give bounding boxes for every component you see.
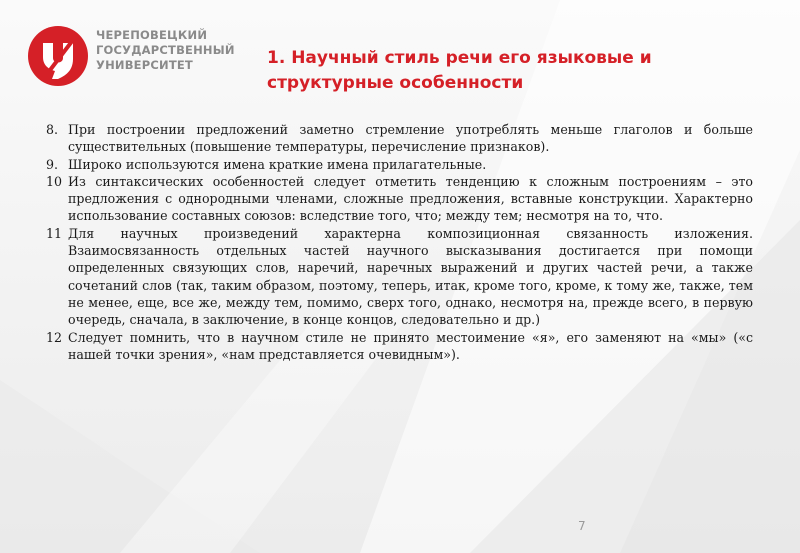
- list-item: [46, 156, 753, 173]
- university-name-line-1: ЧЕРЕПОВЕЦКИЙ: [96, 28, 208, 42]
- list-item-number: 11: [46, 225, 63, 241]
- list-item-number: 8.: [46, 122, 59, 137]
- list-item: [46, 173, 753, 225]
- university-name-line-3: УНИВЕРСИТЕТ: [96, 58, 193, 72]
- page-number: 7: [578, 519, 586, 533]
- list-item-text: Из синтаксических особенностей следует отметить тенденцию к сложным построениям – это предложения с однородными членами, сложные предложения, вставные конструкции. Характерно использование составных союзов: вследствие того, что; между тем; несмотря на то, что.: [68, 173, 753, 224]
- list-item-text: Широко используются имена краткие имена прилагательные.: [68, 156, 487, 172]
- slide-title: 1. Научный стиль речи его языковые и структурные особенности: [267, 48, 652, 93]
- list-item-number: 9.: [46, 156, 59, 172]
- list-item-text: Для научных произведений характерна композиционная связанность изложения. Взаимосвязанность отдельных частей научного высказывания достигается при помощи определенных связующих слов, наречий, наречных выражений и других частей речи, а также сочетаний слов (так, таким образом, поэтому, теперь, итак, кроме того, кроме, к тому же, также, тем не менее, еще, все же, между тем, помимо, сверх того, однако, несмотря на, прежде всего, в первую очередь, сначала, в заключение, в конце концов, следовательно и др.): [68, 225, 753, 328]
- list-item: [46, 225, 753, 329]
- university-name-line-2: ГОСУДАРСТВЕННЫЙ: [96, 43, 235, 57]
- list-item-number: 12: [46, 329, 63, 345]
- university-logo-icon: [26, 24, 90, 88]
- list-item: [46, 329, 753, 364]
- content-list: [46, 121, 753, 363]
- list-item: [46, 121, 753, 156]
- university-name: [96, 28, 296, 73]
- list-item-text: При построении предложений заметно стремление употреблять меньше глаголов и больше существительных (повышение температуры, перечисление признаков).: [68, 122, 753, 155]
- list-item-number: 10: [46, 173, 63, 189]
- list-item-text: Следует помнить, что в научном стиле не принято местоимение «я», его заменяют на «мы» («с нашей точки зрения», «нам представляется очевидным»).: [68, 329, 753, 362]
